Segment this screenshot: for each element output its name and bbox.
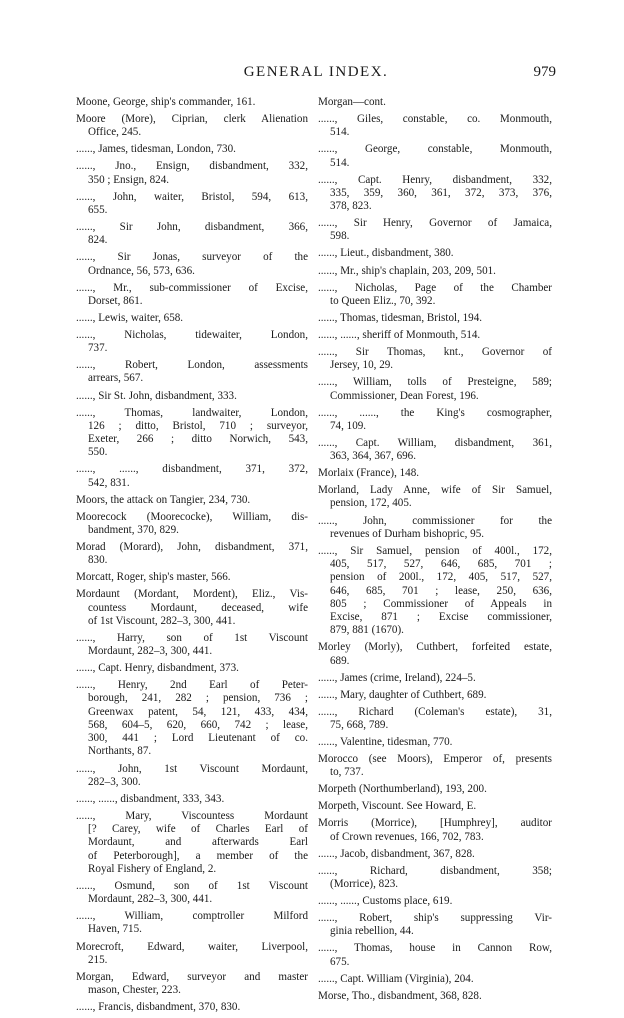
index-entry-line: ......, Sir John, disbandment, 366, [76, 220, 308, 233]
index-entry [318, 346, 552, 373]
index-entry-line: ......, Sir Samuel, pension of 400l., 172, [318, 544, 552, 557]
index-entry-line: Excise, 871 ; Excise commissioner, [330, 611, 552, 624]
running-title: GENERAL INDEX. [243, 64, 389, 80]
index-entry [318, 973, 552, 986]
index-entry [76, 390, 308, 403]
index-entry-line: pension, 172, 405. [330, 497, 412, 510]
index-entry-line: ......, Robert, London, assessments [76, 359, 308, 372]
index-entry-line: Morecroft, Edward, waiter, Liverpool, [76, 940, 308, 953]
index-entry [318, 783, 552, 796]
index-entry-line: ......, John, waiter, Bristol, 594, 613, [76, 190, 308, 203]
index-entry-line: Mordaunt (Mordant, Mordent), Eliz., Vis- [76, 588, 308, 601]
index-entry-line: 646, 685, 701 ; lease, 250, 636, [330, 584, 552, 597]
index-entry [318, 641, 552, 668]
index-entry-line: 300, 441 ; Lord Lieutenant of co. [88, 732, 308, 745]
index-entry [76, 312, 308, 325]
index-entry [76, 329, 308, 356]
index-entry-line: of Crown revenues, 166, 702, 783. [330, 830, 484, 843]
index-entry-line: ......, ......, the King's cosmographer, [318, 406, 552, 419]
index-column-left [76, 96, 308, 1018]
index-entry-line: [? Carey, wife of Charles Earl of [88, 823, 308, 836]
index-entry-line: Greenwax patent, 54, 121, 433, 434, [88, 705, 308, 718]
index-entry-line: of 1st Viscount, 282–3, 300, 441. [88, 614, 236, 627]
index-entry [76, 96, 308, 109]
index-entry-line: bandment, 370, 829. [88, 523, 179, 536]
index-entry-line: ......, Capt. Henry, disbandment, 373. [76, 662, 239, 675]
index-entry-line: 514. [330, 126, 350, 139]
index-entry-line: to, 737. [330, 766, 364, 779]
index-entry [318, 817, 552, 844]
index-entry [76, 282, 308, 309]
index-entry [318, 942, 552, 969]
index-entry-line: ......, Sir Henry, Governor of Jamaica, [318, 217, 552, 230]
index-entry-line: 689. [330, 654, 350, 667]
index-entry-line: ......, ......, disbandment, 371, 372, [76, 463, 308, 476]
index-entry [318, 282, 552, 309]
index-entry [318, 545, 552, 638]
index-entry-line: Morgan, Edward, surveyor and master [76, 970, 308, 983]
index-column-right [318, 96, 552, 1007]
index-entry-line: ......, Valentine, tidesman, 770. [318, 736, 453, 749]
index-entry-line: pension of 200l., 172, 405, 517, 527, [330, 571, 552, 584]
index-entry [76, 251, 308, 278]
index-entry [318, 96, 552, 109]
index-entry-line: ......, Giles, constable, co. Monmouth, [318, 113, 552, 126]
index-entry-line: ......, Mary, daughter of Cuthbert, 689. [318, 688, 487, 701]
index-entry-line: ......, Osmund, son of 1st Viscount [76, 879, 308, 892]
index-entry [76, 971, 308, 998]
index-entry-line: ......, Thomas, landwaiter, London, [76, 406, 308, 419]
index-entry-line: ......, Mr., ship's chaplain, 203, 209, 501. [318, 264, 496, 277]
index-entry-line: 335, 359, 360, 361, 372, 373, 376, [330, 186, 552, 199]
index-entry-line: Ordnance, 56, 573, 636. [88, 264, 195, 277]
index-entry [318, 736, 552, 749]
index-entry-line: of Peterborough], a member of the [88, 849, 308, 862]
index-entry [76, 941, 308, 968]
index-entry-line: 282–3, 300. [88, 775, 141, 788]
index-entry-line: 74, 109. [330, 419, 367, 432]
index-entry [76, 880, 308, 907]
index-entry-line: borough, 241, 282 ; pension, 736 ; [88, 692, 308, 705]
index-entry [318, 706, 552, 733]
index-entry-line: Morgan—cont. [318, 96, 386, 108]
index-entry-line: 737. [88, 342, 108, 355]
index-entry [76, 571, 308, 584]
index-entry-line: Moone, George, ship's commander, 161. [76, 96, 256, 108]
index-entry-line: Exeter, 266 ; ditto Norwich, 543, [88, 433, 308, 446]
index-entry [76, 793, 308, 806]
index-entry [318, 467, 552, 480]
index-entry [318, 113, 552, 140]
index-entry-line: ......, Capt. William, disbandment, 361, [318, 436, 552, 449]
index-entry-line: 550. [88, 446, 108, 459]
index-entry [318, 753, 552, 780]
index-entry-line: Moors, the attack on Tangier, 234, 730. [76, 493, 251, 506]
page-header [76, 64, 556, 84]
index-entry-line: Morlaix (France), 148. [318, 467, 420, 480]
index-entry [318, 247, 552, 260]
index-entry [318, 217, 552, 244]
index-entry [76, 541, 308, 568]
index-entry [76, 494, 308, 507]
index-entry-line: ......, Francis, disbandment, 370, 830. [76, 1001, 241, 1014]
index-entry-line: 568, 604–5, 620, 660, 742 ; lease, [88, 718, 308, 731]
index-entry [318, 407, 552, 434]
index-entry-line: 598. [330, 230, 350, 243]
index-entry-line: 830. [88, 554, 108, 567]
index-entry-line: ......, ......, Customs place, 619. [318, 895, 453, 908]
index-entry-line: 363, 364, 367, 696. [330, 450, 416, 463]
index-entry [76, 463, 308, 490]
index-entry-line: ......, Jacob, disbandment, 367, 828. [318, 847, 475, 860]
index-entry-line: Morse, Tho., disbandment, 368, 828. [318, 989, 482, 1002]
index-entry [76, 632, 308, 659]
index-entry [76, 221, 308, 248]
index-entry-line: ......, John, 1st Viscount Mordaunt, [76, 762, 308, 775]
index-entry-line: ......, John, commissioner for the [318, 514, 552, 527]
index-entry-line: ......, Capt. William (Virginia), 204. [318, 972, 474, 985]
index-entry [318, 174, 552, 214]
index-entry [318, 895, 552, 908]
index-entry-line: ......, Lieut., disbandment, 380. [318, 247, 454, 260]
index-entry [76, 191, 308, 218]
index-entry-line: Morley (Morly), Cuthbert, forfeited estate, [318, 641, 552, 654]
index-entry [76, 359, 308, 386]
index-entry-line: Mordaunt, 282–3, 300, 441. [88, 645, 213, 658]
index-entry [318, 265, 552, 278]
index-entry-line: mason, Chester, 223. [88, 984, 181, 997]
index-entry-line: Mordaunt, and afterwards Earl [88, 836, 308, 849]
index-entry-line: ......, Robert, ship's suppressing Vir- [318, 912, 552, 925]
index-entry [76, 810, 308, 876]
index-entry-line: 824. [88, 234, 108, 247]
index-entry [318, 143, 552, 170]
index-entry-line: Dorset, 861. [88, 294, 143, 307]
index-entry [76, 588, 308, 628]
index-entry [76, 679, 308, 759]
index-entry-line: Mordaunt, 282–3, 300, 441. [88, 893, 213, 906]
index-entry-line: arrears, 567. [88, 372, 144, 385]
index-entry-line: (Morrice), 823. [330, 878, 399, 891]
index-entry-line: ......, Nicholas, tidewaiter, London, [76, 328, 308, 341]
index-entry-line: ......, William, tolls of Presteigne, 589; [318, 376, 552, 389]
index-entry-line: ......, Sir St. John, disbandment, 333. [76, 389, 237, 402]
index-entry-line: ......, ......, disbandment, 333, 343. [76, 792, 225, 805]
index-entry [318, 515, 552, 542]
index-entry-line: ......, Nicholas, Page of the Chamber [318, 281, 552, 294]
index-entry [76, 910, 308, 937]
index-entry [318, 990, 552, 1003]
index-entry-line: ginia rebellion, 44. [330, 925, 414, 938]
index-entry-line: ......, Henry, 2nd Earl of Peter- [76, 679, 308, 692]
index-entry-line: ......, Harry, son of 1st Viscount [76, 631, 308, 644]
index-entry-line: ......, James, tidesman, London, 730. [76, 143, 236, 156]
index-entry-line: Morocco (see Moors), Emperor of, presents [318, 753, 552, 766]
index-entry [318, 312, 552, 325]
index-entry-line: ......, William, comptroller Milford [76, 910, 308, 923]
index-entry-line: Morland, Lady Anne, wife of Sir Samuel, [318, 484, 552, 497]
index-entry-line: ......, Sir Thomas, knt., Governor of [318, 345, 552, 358]
index-entry-line: ......, Mr., sub-commissioner of Excise, [76, 281, 308, 294]
index-entry-line: Moorecock (Moorecocke), William, dis- [76, 510, 308, 523]
index-entry-line: 514. [330, 156, 350, 169]
index-entry [318, 848, 552, 861]
index-entry-line: ......, Richard (Coleman's estate), 31, [318, 705, 552, 718]
index-entry [318, 484, 552, 511]
index-entry [76, 160, 308, 187]
index-entry-line: ......, Thomas, house in Cannon Row, [318, 942, 552, 955]
index-entry-line: Morpeth, Viscount. See Howard, E. [318, 800, 477, 813]
index-entry [76, 662, 308, 675]
index-entry-line: 805 ; Commissioner of Appeals in [330, 597, 552, 610]
index-entry-line: ......, ......, sheriff of Monmouth, 514. [318, 328, 481, 341]
index-entry-line: Office, 245. [88, 126, 142, 139]
index-entry [318, 800, 552, 813]
index-entry [318, 437, 552, 464]
index-entry-line: ......, Jno., Ensign, disbandment, 332, [76, 160, 308, 173]
index-entry [318, 912, 552, 939]
index-entry-line: ......, George, constable, Monmouth, [318, 143, 552, 156]
index-entry [76, 763, 308, 790]
index-entry-line: 378, 823. [330, 200, 372, 213]
index-entry [76, 113, 308, 140]
index-entry-line: ......, Thomas, tidesman, Bristol, 194. [318, 311, 483, 324]
index-entry-line: Jersey, 10, 29. [330, 359, 394, 372]
index-entry-line: 542, 831. [88, 476, 130, 489]
index-entry-line: revenues of Durham bishopric, 95. [330, 527, 485, 540]
index-entry-line: countess Mordaunt, deceased, wife [88, 601, 308, 614]
index-entry [318, 376, 552, 403]
index-entry-line: ......, Richard, disbandment, 358; [318, 864, 552, 877]
index-entry [76, 1001, 308, 1014]
index-entry-line: ......, Mary, Viscountess Mordaunt [76, 809, 308, 822]
index-entry-line: Haven, 715. [88, 923, 142, 936]
index-entry-line: Commissioner, Dean Forest, 196. [330, 389, 479, 402]
index-entry-line: Morpeth (Northumberland), 193, 200. [318, 783, 487, 796]
index-entry-line: ......, Sir Jonas, surveyor of the [76, 251, 308, 264]
index-entry-line: 350 ; Ensign, 824. [88, 173, 170, 186]
index-entry-line: 215. [88, 953, 108, 966]
index-entry-line: Moore (More), Ciprian, clerk Alienation [76, 113, 308, 126]
index-entry [318, 865, 552, 892]
index-entry-line: Morad (Morard), John, disbandment, 371, [76, 541, 308, 553]
index-entry [318, 672, 552, 685]
index-entry-line: 126 ; ditto, Bristol, 710 ; surveyor, [88, 419, 308, 432]
index-entry-line: ......, Lewis, waiter, 658. [76, 311, 184, 324]
index-entry-line: Morris (Morrice), [Humphrey], auditor [318, 817, 552, 830]
index-entry-line: ......, James (crime, Ireland), 224–5. [318, 671, 476, 684]
index-entry-line: ......, Capt. Henry, disbandment, 332, [318, 173, 552, 186]
index-entry-line: 405, 517, 527, 646, 685, 701 ; [330, 558, 552, 571]
index-entry [318, 329, 552, 342]
index-entry [76, 143, 308, 156]
index-entry [318, 689, 552, 702]
index-entry-line: 675. [330, 955, 350, 968]
index-entry-line: Royal Fishery of England, 2. [88, 862, 217, 875]
index-entry-line: Morcatt, Roger, ship's master, 566. [76, 571, 231, 584]
index-entry-line: Northants, 87. [88, 745, 152, 758]
index-entry-line: to Queen Eliz., 70, 392. [330, 294, 436, 307]
index-entry [76, 511, 308, 538]
index-entry [76, 407, 308, 460]
index-entry-line: 75, 668, 789. [330, 718, 389, 731]
index-entry-line: 655. [88, 203, 108, 216]
page-number: 979 [533, 64, 556, 80]
index-entry-line: 879, 881 (1670). [330, 624, 404, 637]
